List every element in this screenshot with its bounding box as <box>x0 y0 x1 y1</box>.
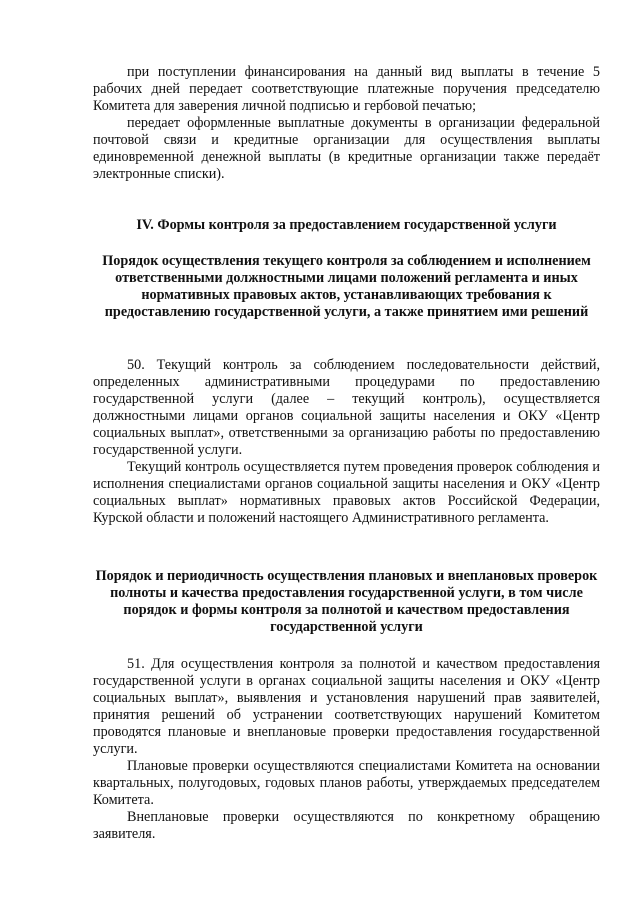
paragraph-50: 50. Текущий контроль за соблюдением последовательности действий, определенных административными процедурами по предоставлению государственной услуги (далее – текущий контроль), осуществляется должностными лицами органов социальной защиты населения и ОКУ «Центр социальных выплат», ответственными за организацию работы по предоставлению государственной услуги. <box>93 357 600 458</box>
paragraph-50-continued: Текущий контроль осуществляется путем проведения проверок соблюдения и исполнения специалистами органов социальной защиты населения и ОКУ «Центр социальных выплат» нормативных правовых актов Российской Федерации, Курской области и положений настоящего Административного регламента. <box>93 459 600 526</box>
intro-paragraph-1: при поступлении финансирования на данный вид выплаты в течение 5 рабочих дней передает соответствующие платежные поручения председателю Комитета для заверения личной подписью и гербовой печатью; <box>93 64 600 114</box>
intro-paragraph-2: передает оформленные выплатные документы в организации федеральной почтовой связи и кредитные организации для осуществления выплаты единовременной денежной выплаты (в кредитные организации также передаёт электронные списки). <box>93 115 600 182</box>
section-heading-block <box>93 217 600 234</box>
subsection-1-heading-block <box>93 253 600 321</box>
subsection-2-heading-block <box>93 568 600 636</box>
paragraph-51-unplanned: Внеплановые проверки осуществляются по конкретному обращению заявителя. <box>93 809 600 842</box>
paragraph-51: 51. Для осуществления контроля за полнотой и качеством предоставления государственной услуги в органах социальной защиты населения и ОКУ «Центр социальных выплат», выявления и установления нарушений прав заявителей, принятия решений об устранении соответствующих нарушений Комитетом проводятся плановые и внеплановые проверки предоставления государственной услуги. <box>93 656 600 757</box>
subsection-2-body <box>93 656 600 843</box>
subsection-1-title: Порядок осуществления текущего контроля за соблюдением и исполнением ответственными должностными лицами положений регламента и иных нормативных правовых актов, устанавливающих требования к предоставлению государственной услуги, а также принятием ими решений <box>102 253 591 320</box>
subsection-1-body <box>93 357 600 527</box>
section-title: IV. Формы контроля за предоставлением государственной услуги <box>136 217 557 233</box>
intro-block <box>93 64 600 183</box>
paragraph-51-planned: Плановые проверки осуществляются специалистами Комитета на основании квартальных, полугодовых, годовых планов работы, утверждаемых председателем Комитета. <box>93 758 600 808</box>
subsection-2-title: Порядок и периодичность осуществления плановых и внеплановых проверок полноты и качества предоставления государственной услуги, в том числе порядок и формы контроля за полнотой и качеством предоставления государственной услуги <box>95 568 598 635</box>
